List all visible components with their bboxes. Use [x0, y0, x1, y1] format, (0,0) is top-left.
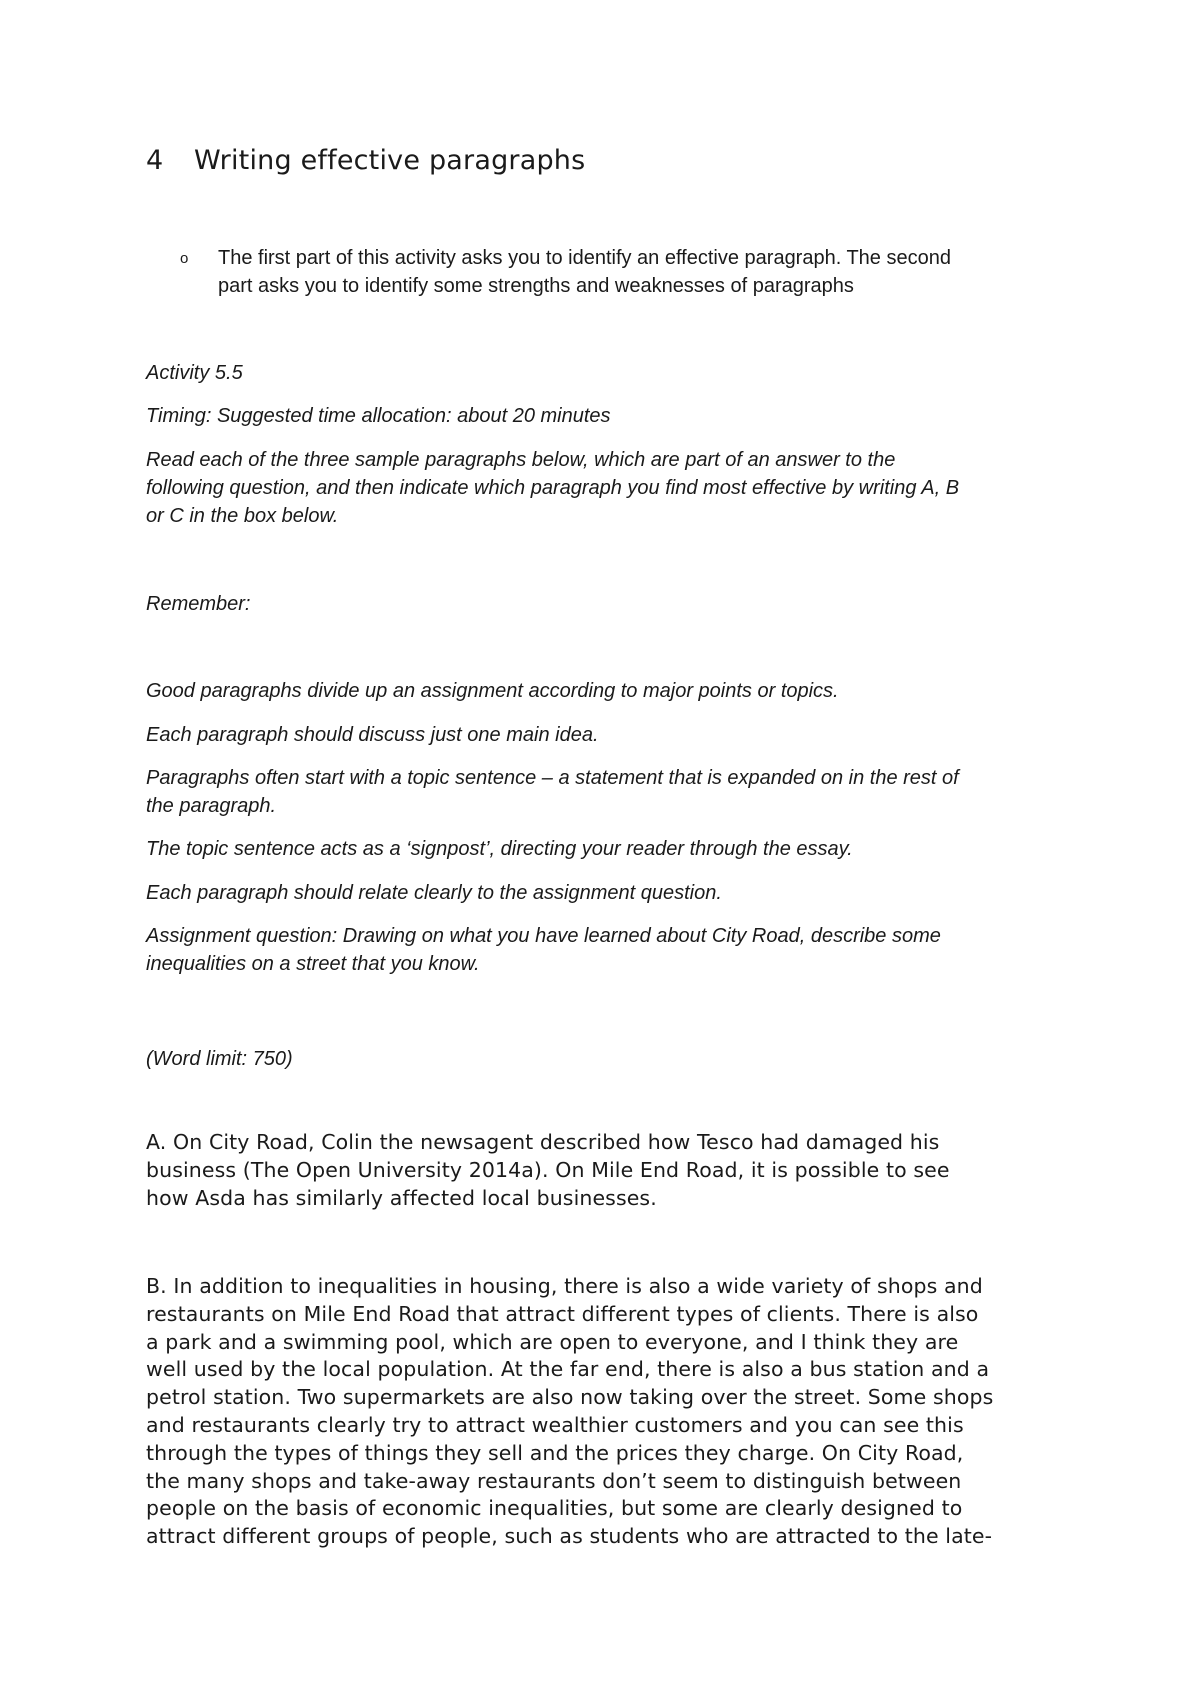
text-line: well used by the local population. At the far end, there is also a bus station and a — [146, 1357, 990, 1382]
tip-item — [146, 721, 1066, 749]
text-line: Read each of the three sample paragraphs below, which are part of an answer to the — [146, 449, 896, 471]
tip-item — [146, 764, 1066, 820]
assignment-question — [146, 922, 1066, 978]
text-line: restaurants on Mile End Road that attract different types of clients. There is also — [146, 1301, 979, 1326]
tip-item — [146, 879, 1066, 907]
activity-instruction — [146, 446, 1066, 530]
text-line: attract different groups of people, such as students who are attracted to the late- — [146, 1524, 993, 1549]
text-line: Good paragraphs divide up an assignment according to major points or topics. — [146, 680, 839, 702]
text-line: Paragraphs often start with a topic sentence – a statement that is expanded on in the rest of — [146, 767, 959, 789]
text-line: Each paragraph should discuss just one main idea. — [146, 724, 599, 746]
text-line: Assignment question: Drawing on what you have learned about City Road, describe some — [146, 925, 941, 947]
text-line: or C in the box below. — [146, 505, 339, 527]
text-line: part asks you to identify some strengths and weaknesses of paragraphs — [218, 275, 854, 297]
activity-label: Activity 5.5 — [146, 362, 243, 384]
sample-paragraph-a — [146, 1129, 1076, 1212]
word-limit: (Word limit: 750) — [146, 1048, 293, 1070]
tip-item — [146, 677, 1066, 705]
text-line: a park and a swimming pool, which are open to everyone, and I think they are — [146, 1329, 959, 1354]
text-line: petrol station. Two supermarkets are also now taking over the street. Some shops — [146, 1385, 994, 1410]
text-line: through the types of things they sell and the prices they charge. On City Road, — [146, 1440, 964, 1465]
section-heading — [146, 145, 585, 176]
text-line: people on the basis of economic inequalities, but some are clearly designed to — [146, 1496, 963, 1521]
text-line: The topic sentence acts as a ‘signpost’, directing your reader through the essay. — [146, 838, 853, 860]
tip-item — [146, 835, 1066, 863]
text-line: how Asda has similarly affected local businesses. — [146, 1185, 657, 1210]
text-line: Each paragraph should relate clearly to the assignment question. — [146, 882, 722, 904]
text-line: inequalities on a street that you know. — [146, 953, 480, 975]
sample-paragraph-b — [146, 1273, 1076, 1551]
text-line: the paragraph. — [146, 795, 277, 817]
remember-label: Remember: — [146, 593, 251, 615]
text-line: B. In addition to inequalities in housing, there is also a wide variety of shops and — [146, 1274, 983, 1298]
text-line: business (The Open University 2014a). On Mile End Road, it is possible to see — [146, 1157, 950, 1182]
section-title: Writing effective paragraphs — [194, 145, 586, 176]
intro-bullet — [180, 244, 1080, 300]
text-line: and restaurants clearly try to attract wealthier customers and you can see this — [146, 1412, 964, 1437]
text-line: following question, and then indicate which paragraph you find most effective by writing A, B — [146, 477, 960, 499]
activity-timing: Timing: Suggested time allocation: about 20 minutes — [146, 405, 611, 427]
section-number: 4 — [146, 145, 164, 176]
text-line: The first part of this activity asks you to identify an effective paragraph. The second — [218, 247, 951, 269]
bullet-marker: o — [180, 250, 189, 267]
text-line: A. On City Road, Colin the newsagent described how Tesco had damaged his — [146, 1130, 940, 1154]
text-line: the many shops and take-away restaurants don’t seem to distinguish between — [146, 1468, 962, 1493]
intro-bullet-text — [218, 244, 1080, 300]
